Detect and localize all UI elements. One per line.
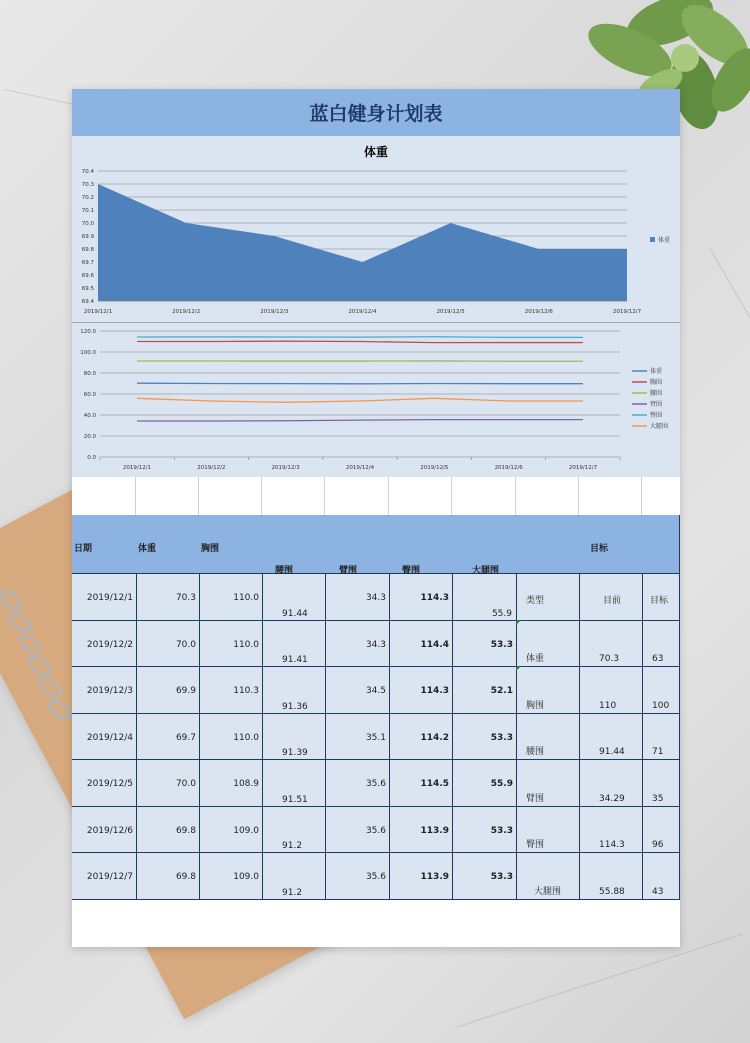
table-cell-arm[interactable]	[325, 759, 390, 807]
table-cell-arm[interactable]	[325, 620, 390, 668]
table-cell-value: 70.0	[175, 779, 196, 789]
chart2-ytick-label: 100.0	[80, 350, 96, 356]
target-cell-type[interactable]	[516, 806, 580, 854]
table-cell-value: 113.9	[420, 825, 449, 836]
table-cell-value: 35.6	[365, 779, 386, 789]
table-cell-weight[interactable]	[136, 759, 200, 807]
table-cell-value: 35.6	[365, 872, 386, 882]
table-cell-thigh[interactable]	[452, 852, 517, 900]
table-cell-value: 110.0	[233, 639, 259, 650]
table-cell-value: 55.9	[490, 779, 513, 789]
chart1-ytick-label: 69.7	[81, 260, 94, 266]
table-cell-value: 2019/12/1	[86, 593, 133, 603]
target-cell-current[interactable]	[579, 806, 643, 854]
table-cell-date[interactable]	[72, 759, 137, 807]
table-cell-thigh[interactable]	[452, 573, 517, 621]
target-cell-goal[interactable]	[642, 620, 680, 668]
chart1-title: 体重	[363, 145, 389, 159]
table-cell-hip[interactable]	[389, 759, 453, 807]
table-cell-chest[interactable]	[199, 620, 263, 668]
blank-row-cell-divider	[324, 477, 325, 515]
target-cell-type[interactable]	[516, 713, 580, 761]
table-cell-value: 114.5	[420, 779, 449, 789]
table-cell-value: 91.51	[282, 794, 308, 805]
blank-row	[72, 477, 680, 515]
table-cell-value: 34.5	[365, 686, 386, 696]
chart2-xtick-label: 2019/12/5	[420, 465, 449, 471]
chart1-xtick-label: 2019/12/1	[83, 309, 113, 315]
target-cell-value: 91.44	[599, 747, 625, 757]
table-cell-thigh[interactable]	[452, 713, 517, 761]
page-title: 蓝白健身计划表	[309, 103, 443, 125]
chart2-legend-label: 体重	[650, 368, 663, 375]
table-cell-value: 69.7	[175, 732, 196, 743]
table-cell-date[interactable]	[72, 806, 137, 854]
table-cell-hip[interactable]	[389, 573, 453, 621]
table-cell-hip[interactable]	[389, 852, 453, 900]
target-cell-value: 35	[652, 793, 664, 804]
table-cell-value: 35.6	[365, 825, 386, 836]
target-cell-current[interactable]	[579, 620, 643, 668]
chart2-legend-label: 臀围	[650, 412, 663, 419]
table-cell-arm[interactable]	[325, 806, 390, 854]
measurements-line-chart	[72, 323, 680, 477]
header-target-label: 目标	[590, 544, 609, 554]
table-cell-hip[interactable]	[389, 666, 453, 714]
table-cell-value: 2019/12/2	[86, 639, 133, 650]
chart2-xtick-label: 2019/12/6	[494, 465, 523, 471]
target-cell-type[interactable]	[516, 852, 580, 900]
table-cell-thigh[interactable]	[452, 759, 517, 807]
table-cell-arm[interactable]	[325, 573, 390, 621]
table-cell-hip[interactable]	[389, 713, 453, 761]
blank-row-cell-divider	[261, 477, 262, 515]
measurements-line-chart-svg	[72, 323, 680, 477]
table-cell-weight[interactable]	[136, 666, 200, 714]
target-header-label: 目标	[650, 596, 669, 606]
table-cell-value: 2019/12/7	[86, 872, 133, 882]
header-thigh-label: 大腿围	[472, 566, 500, 576]
table-cell-value: 69.8	[175, 872, 196, 882]
chart1-xtick-label: 2019/12/3	[260, 309, 289, 315]
table-cell-value: 53.3	[490, 872, 513, 882]
chart1-legend-label: 体重	[658, 237, 671, 244]
chart2-xtick-label: 2019/12/4	[345, 465, 375, 471]
table-cell-weight[interactable]	[136, 852, 200, 900]
chart1-xtick-label: 2019/12/5	[436, 309, 465, 315]
chart2-ytick-label: 40.0	[83, 413, 96, 419]
header-arm-label: 臂围	[339, 566, 358, 576]
target-header-label: 目前	[603, 596, 622, 606]
chart1-xtick-label: 2019/12/4	[348, 309, 377, 315]
table-cell-arm[interactable]	[325, 713, 390, 761]
table-cell-waist[interactable]	[262, 759, 326, 807]
chart1-xtick-label: 2019/12/6	[524, 309, 553, 315]
target-cell-value: 胸围	[526, 700, 545, 711]
table-cell-waist[interactable]	[262, 620, 326, 668]
table-cell-value: 110.0	[233, 593, 259, 603]
table-cell-value: 53.3	[490, 639, 513, 650]
table-cell-weight[interactable]	[136, 713, 200, 761]
chart1-ytick-label: 69.4	[81, 299, 94, 305]
target-cell-value: 110	[599, 700, 617, 711]
table-cell-value: 114.3	[420, 686, 449, 696]
chart1-ytick-label: 69.6	[81, 273, 94, 279]
table-cell-arm[interactable]	[325, 666, 390, 714]
table-cell-weight[interactable]	[136, 573, 200, 621]
chart1-xtick-label: 2019/12/7	[612, 309, 642, 315]
table-cell-date[interactable]	[72, 852, 137, 900]
chart2-ytick-label: 80.0	[83, 371, 96, 377]
target-cell-value: 71	[652, 747, 664, 757]
target-cell-current[interactable]	[579, 713, 643, 761]
blank-row-cell-divider	[641, 477, 642, 515]
blank-row-cell-divider	[135, 477, 136, 515]
table-cell-value: 109.0	[233, 872, 259, 882]
table-cell-value: 2019/12/3	[86, 686, 133, 696]
table-cell-value: 2019/12/6	[86, 825, 133, 836]
table-cell-value: 35.1	[365, 732, 386, 743]
table-cell-value: 53.3	[490, 732, 513, 743]
target-cell-goal[interactable]	[642, 852, 680, 900]
target-cell-goal[interactable]	[642, 759, 680, 807]
header-hip-label: 臀围	[402, 566, 421, 576]
target-cell-goal[interactable]	[642, 666, 680, 714]
table-cell-value: 114.3	[420, 593, 449, 603]
target-cell-value: 34.29	[599, 793, 625, 804]
chart2-legend-label: 臂围	[650, 401, 663, 408]
header-hip	[389, 515, 453, 574]
table-cell-waist[interactable]	[262, 666, 326, 714]
target-header-label: 类型	[526, 596, 545, 606]
table-cell-value: 91.2	[282, 841, 303, 851]
table-cell-thigh[interactable]	[452, 666, 517, 714]
chart2-xtick-label: 2019/12/2	[197, 465, 226, 471]
target-cell-value: 臀围	[526, 840, 545, 850]
table-cell-hip[interactable]	[389, 806, 453, 854]
cell-comment-marker	[516, 620, 521, 625]
header-arm	[325, 515, 390, 574]
blank-row-cell-divider	[388, 477, 389, 515]
chart2-xtick-label: 2019/12/7	[568, 465, 598, 471]
sheet-bottom-blank	[72, 900, 680, 947]
measurements-table	[72, 515, 680, 900]
table-cell-value: 91.39	[282, 748, 308, 758]
table-cell-value: 2019/12/4	[86, 732, 133, 743]
table-cell-value: 110.3	[233, 686, 259, 696]
table-cell-value: 108.9	[233, 779, 259, 789]
table-cell-date[interactable]	[72, 713, 137, 761]
table-cell-value: 114.2	[420, 732, 449, 743]
chart1-ytick-label: 69.8	[81, 247, 94, 253]
target-cell-type[interactable]	[516, 666, 580, 714]
cell-comment-marker	[516, 666, 521, 671]
chart1-legend-swatch	[650, 237, 655, 242]
target-cell-type[interactable]	[516, 759, 580, 807]
table-cell-chest[interactable]	[199, 806, 263, 854]
header-waist	[262, 515, 326, 574]
chart2-xtick-label: 2019/12/3	[271, 465, 300, 471]
table-cell-waist[interactable]	[262, 806, 326, 854]
header-date-label: 日期	[74, 544, 93, 554]
table-cell-value: 69.8	[175, 825, 196, 836]
header-waist-label: 腰围	[275, 566, 294, 576]
notebook-spiral-icon	[0, 580, 80, 740]
table-cell-chest[interactable]	[199, 852, 263, 900]
table-cell-date[interactable]	[72, 620, 137, 668]
target-header-current	[579, 573, 643, 621]
table-cell-value: 91.41	[282, 655, 308, 665]
target-cell-type[interactable]	[516, 620, 580, 668]
target-cell-value: 43	[652, 886, 664, 897]
table-cell-hip[interactable]	[389, 620, 453, 668]
blank-row-cell-divider	[578, 477, 579, 515]
chart1-ytick-label: 70.0	[81, 221, 94, 227]
chart2-series-line	[137, 337, 583, 338]
header-target	[516, 515, 680, 574]
target-header-goal	[642, 573, 680, 621]
table-cell-value: 91.36	[282, 701, 308, 712]
table-cell-value: 69.9	[175, 686, 196, 696]
chart2-series-line	[137, 420, 583, 421]
chart1-ytick-label: 69.5	[81, 286, 94, 292]
table-cell-value: 113.9	[420, 872, 449, 882]
header-weight-label: 体重	[138, 544, 157, 554]
target-cell-value: 63	[652, 654, 664, 664]
table-cell-value: 114.4	[420, 639, 449, 650]
table-cell-date[interactable]	[72, 666, 137, 714]
chart1-ytick-label: 70.4	[81, 169, 94, 175]
table-cell-waist[interactable]	[262, 573, 326, 621]
target-cell-value: 腰围	[526, 747, 545, 757]
chart2-ytick-label: 20.0	[83, 434, 96, 440]
chart2-xtick-label: 2019/12/1	[122, 465, 152, 471]
chart1-ytick-label: 70.2	[81, 195, 94, 201]
target-cell-value: 70.3	[599, 654, 620, 664]
title-bar	[72, 89, 680, 137]
header-chest	[199, 515, 263, 574]
fitness-plan-sheet	[72, 89, 680, 947]
chart2-series-line	[137, 383, 583, 384]
chart1-area-series	[98, 184, 627, 301]
table-cell-value: 91.2	[282, 887, 303, 898]
chart2-legend-label: 胸围	[650, 379, 663, 386]
target-cell-value: 臂围	[526, 793, 545, 804]
table-cell-value: 53.3	[490, 825, 513, 836]
table-cell-value: 34.3	[365, 593, 386, 603]
target-header-type	[516, 573, 580, 621]
table-cell-weight[interactable]	[136, 806, 200, 854]
table-cell-value: 55.9	[491, 608, 512, 619]
target-cell-goal[interactable]	[642, 713, 680, 761]
weight-area-chart	[72, 136, 680, 324]
table-cell-value: 70.0	[175, 639, 196, 650]
header-weight	[136, 515, 200, 574]
chart2-legend-label: 大腿围	[650, 423, 669, 430]
table-cell-chest[interactable]	[199, 573, 263, 621]
chart1-ytick-label: 70.3	[81, 182, 94, 188]
marble-vein	[710, 248, 750, 352]
chart2-legend-label: 腰围	[650, 390, 663, 397]
blank-row-cell-divider	[515, 477, 516, 515]
target-cell-current[interactable]	[579, 759, 643, 807]
chart2-series-line	[137, 341, 583, 342]
chart2-ytick-label: 0.0	[87, 455, 96, 461]
chart1-ytick-label: 70.1	[81, 208, 94, 214]
chart2-ytick-label: 120.0	[80, 329, 96, 335]
table-cell-value: 52.1	[490, 686, 513, 696]
target-cell-goal[interactable]	[642, 806, 680, 854]
target-cell-value: 体重	[526, 654, 545, 664]
target-cell-value: 96	[652, 840, 664, 850]
table-cell-value: 91.44	[282, 608, 308, 619]
table-cell-value: 34.3	[365, 639, 386, 650]
table-cell-chest[interactable]	[199, 759, 263, 807]
target-cell-value: 100	[652, 700, 670, 711]
table-cell-thigh[interactable]	[452, 620, 517, 668]
weight-area-chart-svg	[72, 136, 680, 322]
table-cell-value: 110.0	[233, 732, 259, 743]
table-cell-chest[interactable]	[199, 666, 263, 714]
table-cell-value: 109.0	[233, 825, 259, 836]
table-cell-waist[interactable]	[262, 852, 326, 900]
target-cell-value: 55.88	[599, 886, 625, 897]
target-cell-value: 114.3	[599, 840, 625, 850]
header-date	[72, 515, 137, 574]
target-cell-value: 大腿围	[534, 886, 562, 897]
target-cell-current[interactable]	[579, 666, 643, 714]
chart1-xtick-label: 2019/12/2	[172, 309, 201, 315]
table-cell-chest[interactable]	[199, 713, 263, 761]
chart2-series-line	[137, 398, 583, 402]
blank-row-cell-divider	[451, 477, 452, 515]
marble-vein	[457, 934, 743, 1028]
header-thigh	[452, 515, 517, 574]
header-chest-label: 胸围	[201, 544, 220, 554]
table-cell-thigh[interactable]	[452, 806, 517, 854]
table-cell-value: 70.3	[175, 593, 196, 603]
table-cell-value: 2019/12/5	[86, 779, 133, 789]
table-cell-waist[interactable]	[262, 713, 326, 761]
table-cell-arm[interactable]	[325, 852, 390, 900]
chart2-ytick-label: 60.0	[83, 392, 96, 398]
chart1-ytick-label: 69.9	[81, 234, 94, 240]
table-cell-weight[interactable]	[136, 620, 200, 668]
table-cell-date[interactable]	[72, 573, 137, 621]
target-cell-current[interactable]	[579, 852, 643, 900]
blank-row-cell-divider	[198, 477, 199, 515]
